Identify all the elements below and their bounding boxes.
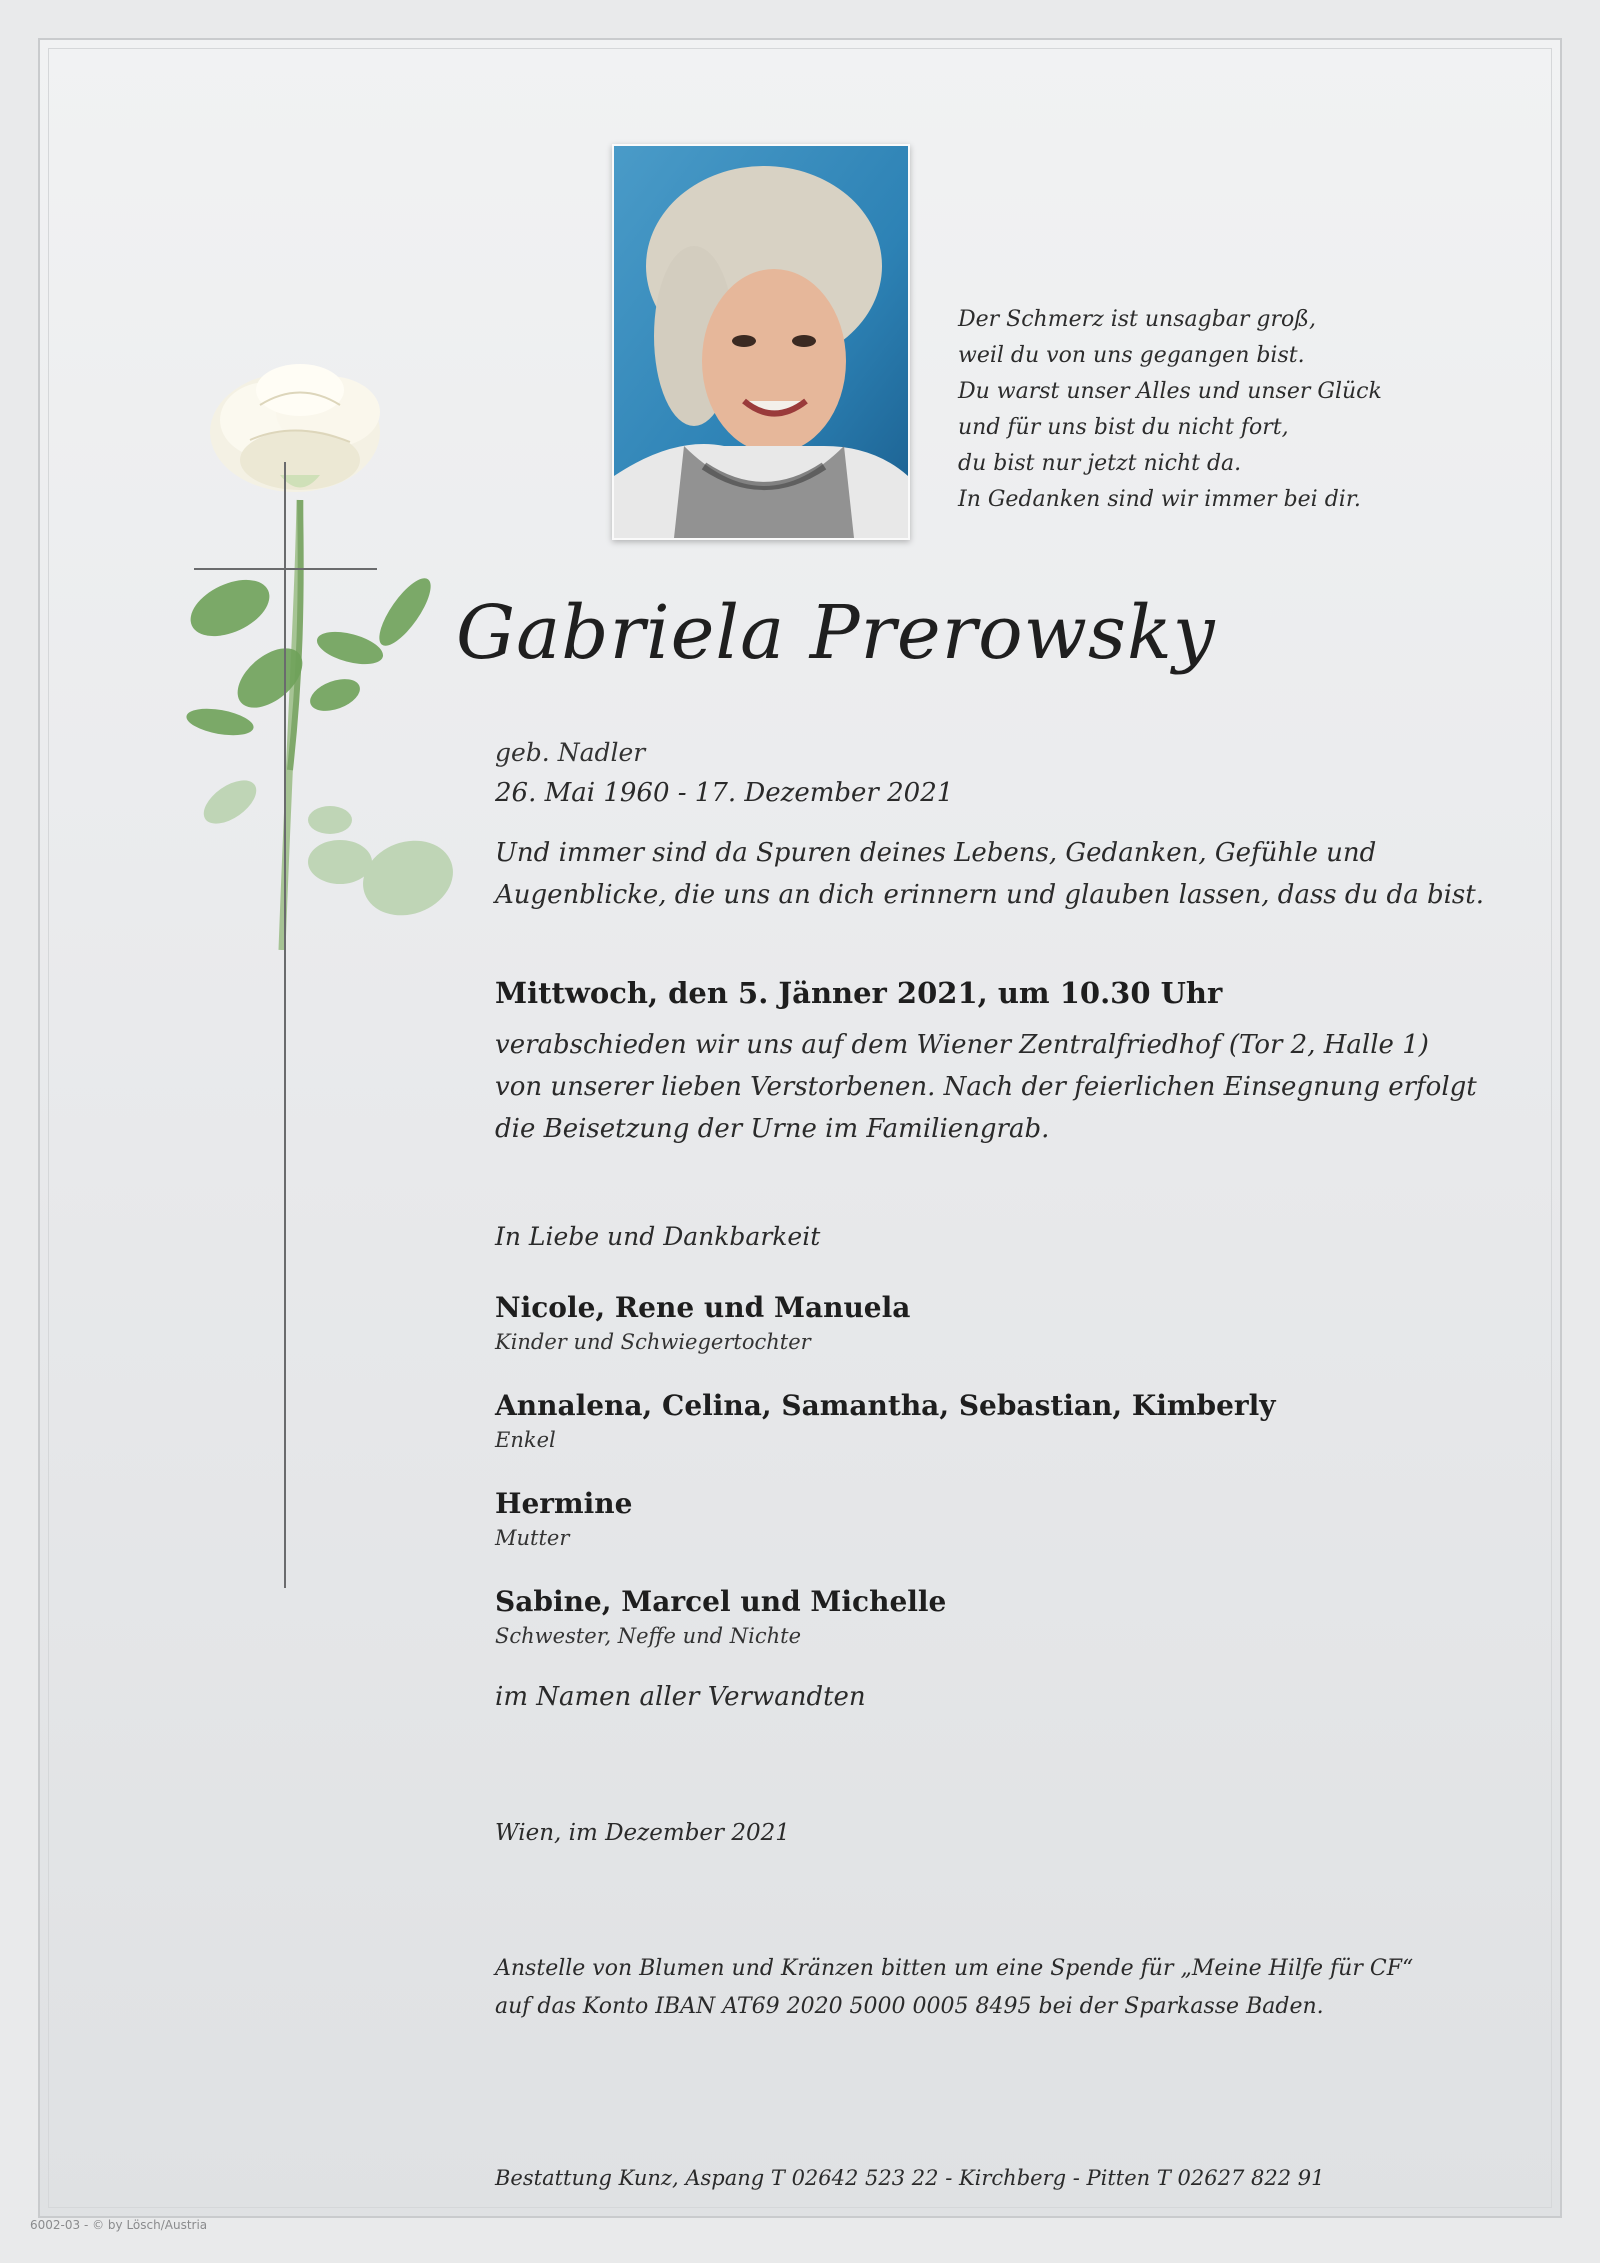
mourner-names: Sabine, Marcel und Michelle bbox=[495, 1585, 947, 1618]
mourner-entry bbox=[495, 1582, 1495, 1680]
poem-line: In Gedanken sind wir immer bei dir. bbox=[958, 487, 1361, 512]
mourner-entry bbox=[495, 1484, 1495, 1582]
poem-line: du bist nur jetzt nicht da. bbox=[958, 451, 1242, 476]
poem-line: weil du von uns gegangen bist. bbox=[958, 343, 1305, 368]
mourners-list bbox=[495, 1288, 1495, 1680]
ceremony-line: die Beisetzung der Urne im Familiengrab. bbox=[495, 1114, 1050, 1144]
poem-line: Der Schmerz ist unsagbar groß, bbox=[958, 307, 1316, 332]
mourner-names: Nicole, Rene und Manuela bbox=[495, 1291, 911, 1324]
portrait-photo bbox=[612, 144, 910, 540]
cross-horizontal bbox=[194, 568, 377, 570]
donation-note bbox=[495, 1950, 1455, 2026]
cross-vertical bbox=[284, 462, 286, 1588]
copyright-note: 6002-03 - © by Lösch/Austria bbox=[30, 2218, 208, 2232]
mourner-entry bbox=[495, 1288, 1495, 1386]
mourner-names: Annalena, Celina, Samantha, Sebastian, Kimberly bbox=[495, 1389, 1276, 1422]
mourner-relation: Schwester, Neffe und Nichte bbox=[495, 1624, 801, 1648]
place-date: Wien, im Dezember 2021 bbox=[495, 1820, 790, 1846]
closing-phrase: In Liebe und Dankbarkeit bbox=[495, 1222, 821, 1251]
donation-line: auf das Konto IBAN AT69 2020 5000 0005 8495 bei der Sparkasse Baden. bbox=[495, 1994, 1324, 2019]
ceremony-date-time: Mittwoch, den 5. Jänner 2021, um 10.30 Uhr bbox=[495, 976, 1223, 1010]
ceremony-line: verabschieden wir uns auf dem Wiener Zentralfriedhof (Tor 2, Halle 1) bbox=[495, 1030, 1429, 1060]
undertaker-contact: Bestattung Kunz, Aspang T 02642 523 22 - Kirchberg - Pitten T 02627 822 91 bbox=[495, 2166, 1325, 2190]
relatives-note: im Namen aller Verwandten bbox=[495, 1682, 866, 1712]
poem-line: Du warst unser Alles und unser Glück bbox=[958, 379, 1382, 404]
quote-line: Und immer sind da Spuren deines Lebens, Gedanken, Gefühle und bbox=[495, 838, 1377, 868]
deceased-name: Gabriela Prerowsky bbox=[456, 590, 1216, 676]
poem bbox=[958, 302, 1438, 518]
mourner-relation: Enkel bbox=[495, 1428, 556, 1452]
poem-line: und für uns bist du nicht fort, bbox=[958, 415, 1289, 440]
life-dates: 26. Mai 1960 - 17. Dezember 2021 bbox=[495, 778, 954, 808]
mourner-entry bbox=[495, 1386, 1495, 1484]
donation-line: Anstelle von Blumen und Kränzen bitten um eine Spende für „Meine Hilfe für CF“ bbox=[495, 1956, 1414, 1981]
mourner-names: Hermine bbox=[495, 1487, 633, 1520]
white-rose-illustration bbox=[150, 350, 480, 950]
memorial-quote bbox=[495, 832, 1484, 916]
quote-line: Augenblicke, die uns an dich erinnern und glauben lassen, dass du da bist. bbox=[495, 880, 1484, 910]
mourner-relation: Kinder und Schwiegertochter bbox=[495, 1330, 811, 1354]
mourner-relation: Mutter bbox=[495, 1526, 570, 1550]
ceremony-description bbox=[495, 1024, 1477, 1150]
ceremony-line: von unserer lieben Verstorbenen. Nach der feierlichen Einsegnung erfolgt bbox=[495, 1072, 1477, 1102]
maiden-name: geb. Nadler bbox=[495, 738, 646, 767]
